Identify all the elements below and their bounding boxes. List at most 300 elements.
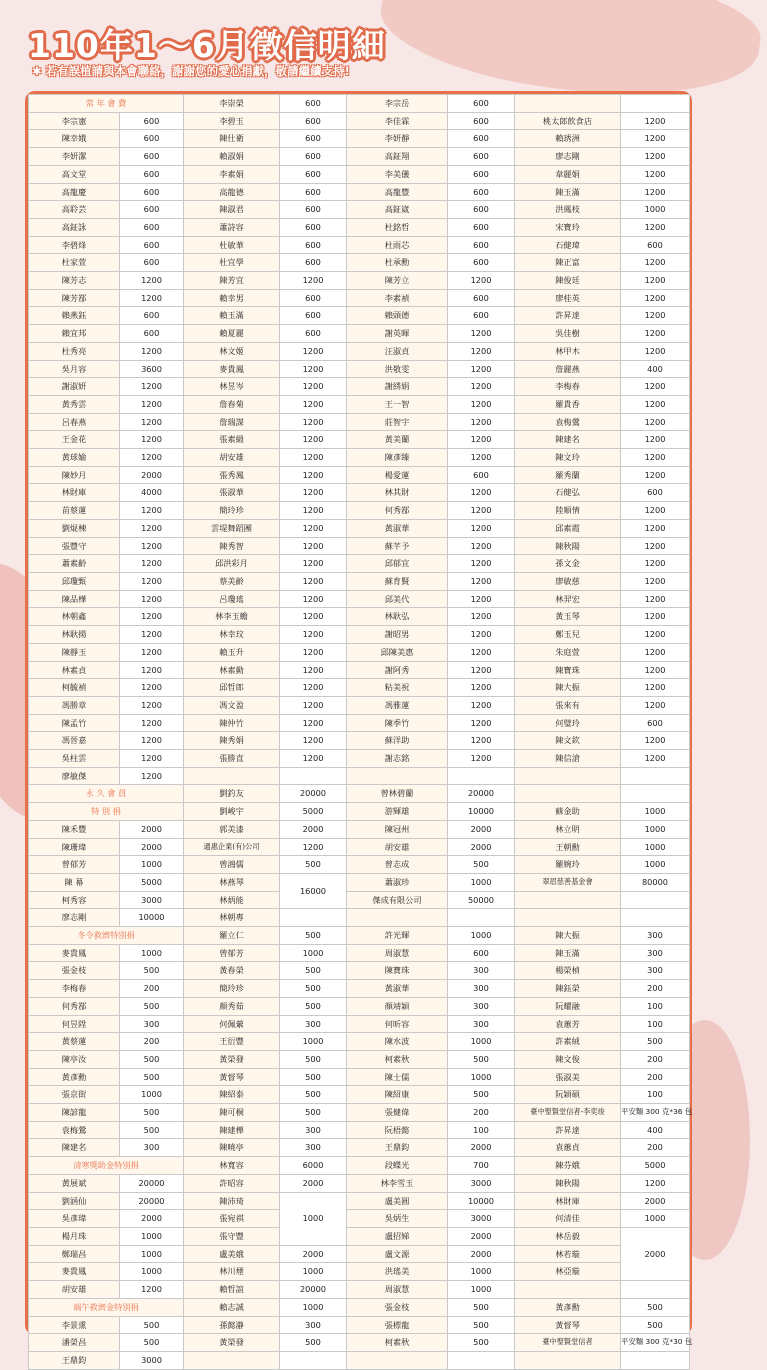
donation-amount: 3600	[120, 360, 184, 378]
donation-amount: 1200	[621, 254, 690, 272]
donation-amount: 1200	[621, 750, 690, 768]
donation-amount: 1200	[120, 643, 184, 661]
donor-name: 何璧玲	[515, 714, 621, 732]
donor-name	[515, 767, 621, 785]
donation-amount: 1200	[280, 714, 347, 732]
donor-name: 陳大振	[515, 679, 621, 697]
donor-name: 陳文欽	[515, 732, 621, 750]
donor-name: 曾林碧蘭	[347, 785, 448, 803]
donor-name: 邱哲郎	[184, 679, 280, 697]
donor-name: 羅貴香	[515, 395, 621, 413]
donation-amount: 600	[448, 466, 515, 484]
donor-name: 簡玲珍	[184, 502, 280, 520]
donation-amount: 1000	[120, 1086, 184, 1104]
donation-amount: 1000	[120, 1263, 184, 1281]
donor-name: 陳芳宜	[184, 272, 280, 290]
donation-amount: 50000	[448, 891, 515, 909]
donation-amount: 1200	[621, 661, 690, 679]
donor-name: 高聆芸	[29, 201, 120, 219]
donation-amount: 600	[120, 201, 184, 219]
donation-amount: 1000	[448, 1068, 515, 1086]
donor-name: 李妍潔	[29, 148, 120, 166]
table-row	[29, 236, 690, 254]
donation-amount: 1200	[120, 590, 184, 608]
table-row	[29, 431, 690, 449]
donor-name: 陳芳立	[347, 272, 448, 290]
donation-amount: 1000	[120, 944, 184, 962]
donation-amount: 1200	[120, 449, 184, 467]
donor-name: 陳秋陽	[515, 1174, 621, 1192]
donor-name: 吳月容	[29, 360, 120, 378]
donation-amount: 100	[621, 1015, 690, 1033]
table-row	[29, 732, 690, 750]
donor-name: 段蝶光	[347, 1157, 448, 1175]
donor-name: 吳炳生	[347, 1210, 448, 1228]
donor-name: 賴夏麗	[184, 325, 280, 343]
donation-amount: 300	[280, 1316, 347, 1334]
donation-amount: 500	[120, 1104, 184, 1122]
donor-name: 陳淑君	[184, 201, 280, 219]
donor-name: 林羿宏	[515, 590, 621, 608]
donation-amount	[280, 767, 347, 785]
donor-name: 何秀鄀	[347, 502, 448, 520]
donation-amount: 1000	[120, 856, 184, 874]
donation-amount: 300	[448, 962, 515, 980]
section-header: 永 久 會 員	[29, 785, 184, 803]
table-row	[29, 449, 690, 467]
donation-amount: 1200	[621, 449, 690, 467]
donation-amount: 2000	[621, 1192, 690, 1210]
donation-amount: 2000	[280, 820, 347, 838]
donation-amount: 1000	[621, 856, 690, 874]
donation-amount: 600	[120, 325, 184, 343]
donor-name: 陳禾豐	[29, 820, 120, 838]
donation-amount: 1200	[280, 272, 347, 290]
donor-name: 朱庭萱	[515, 643, 621, 661]
donor-name	[515, 891, 621, 909]
table-row	[29, 750, 690, 768]
donation-amount: 500	[280, 1334, 347, 1352]
donation-amount: 1200	[621, 272, 690, 290]
table-row	[29, 714, 690, 732]
donor-name: 蘇芊予	[347, 537, 448, 555]
table-row	[29, 1174, 690, 1192]
donation-amount: 600	[280, 254, 347, 272]
donor-name: 臺中聖賢堂信者-李奕竣	[515, 1104, 621, 1122]
donor-name: 高龍豐	[347, 183, 448, 201]
donor-name: 王鼎鈞	[347, 1139, 448, 1157]
table-row	[29, 537, 690, 555]
donor-name: 陳文俊	[515, 1050, 621, 1068]
donor-name: 杜宜學	[184, 254, 280, 272]
table-row	[29, 785, 690, 803]
donor-name: 賴琇洲	[515, 130, 621, 148]
donor-name: 邱素霞	[515, 519, 621, 537]
donor-name: 林燕琴	[184, 873, 280, 891]
donation-amount: 1200	[120, 626, 184, 644]
table-row	[29, 307, 690, 325]
donor-name: 胡安雄	[184, 449, 280, 467]
donor-name: 邱瓊甄	[29, 572, 120, 590]
donor-name: 陳建樺	[184, 1121, 280, 1139]
donor-name: 呂瓊瑤	[184, 590, 280, 608]
donation-amount: 3000	[448, 1210, 515, 1228]
donation-amount: 1200	[448, 608, 515, 626]
donor-name: 阮穎碩	[515, 1086, 621, 1104]
table-row	[29, 997, 690, 1015]
donor-name: 粘美祝	[347, 679, 448, 697]
table-row	[29, 980, 690, 998]
table-row	[29, 289, 690, 307]
table-row	[29, 342, 690, 360]
donation-amount: 600	[448, 130, 515, 148]
donor-name: 陳秀智	[184, 537, 280, 555]
table-row	[29, 962, 690, 980]
donor-name	[515, 909, 621, 927]
donor-name: 張守豐	[184, 1228, 280, 1246]
donation-amount: 600	[280, 289, 347, 307]
donation-amount: 1000	[621, 201, 690, 219]
donation-amount: 80000	[621, 873, 690, 891]
donation-amount: 1200	[621, 679, 690, 697]
donor-name: 馮晉嘉	[29, 732, 120, 750]
donor-name: 陳芬娥	[515, 1157, 621, 1175]
donation-amount: 1200	[448, 572, 515, 590]
table-row	[29, 201, 690, 219]
section-header: 冬令救濟特別捐	[29, 927, 184, 945]
donation-amount: 1200	[280, 431, 347, 449]
donor-name: 高鉦詠	[29, 218, 120, 236]
donor-name: 李宗岳	[347, 95, 448, 113]
donor-name: 賴燕鈺	[29, 307, 120, 325]
donation-amount: 1200	[621, 643, 690, 661]
donor-name: 陳寶珠	[347, 962, 448, 980]
donation-amount: 1200	[120, 378, 184, 396]
donation-amount: 100	[621, 1086, 690, 1104]
donation-amount: 1200	[621, 148, 690, 166]
donation-amount: 300	[120, 1139, 184, 1157]
donor-name: 石健瑋	[515, 236, 621, 254]
donation-amount: 3000	[448, 1174, 515, 1192]
table-row	[29, 679, 690, 697]
donation-amount: 1200	[120, 679, 184, 697]
donor-name: 林耿弘	[347, 608, 448, 626]
table-row	[29, 608, 690, 626]
donation-amount: 500	[280, 1104, 347, 1122]
donor-name: 黃彥勳	[29, 1068, 120, 1086]
table-row	[29, 325, 690, 343]
donation-amount	[621, 1351, 690, 1369]
donor-name: 陳靜玉	[29, 643, 120, 661]
donation-amount: 500	[621, 1316, 690, 1334]
donation-amount: 平安麵 300 克*36 包	[621, 1104, 690, 1122]
table-row	[29, 572, 690, 590]
donor-name: 林朝鑫	[29, 608, 120, 626]
donation-amount: 1200	[280, 537, 347, 555]
donor-name: 黃督琴	[184, 1068, 280, 1086]
donation-amount: 1200	[621, 183, 690, 201]
donor-name: 許光輝	[347, 927, 448, 945]
donor-name: 楊榮楨	[515, 962, 621, 980]
donation-amount: 500	[120, 962, 184, 980]
donation-amount: 300	[448, 1015, 515, 1033]
donor-name: 邱郁宜	[347, 555, 448, 573]
donor-name: 馮雅蓮	[347, 696, 448, 714]
donor-name: 王一智	[347, 395, 448, 413]
table-row	[29, 148, 690, 166]
donor-name: 張勝直	[184, 750, 280, 768]
donor-name: 陳幸娥	[29, 130, 120, 148]
donation-amount: 200	[120, 1033, 184, 1051]
donor-name: 阮梧懿	[347, 1121, 448, 1139]
donor-name: 邱洪彩月	[184, 555, 280, 573]
donation-amount: 1200	[621, 307, 690, 325]
donor-name	[347, 767, 448, 785]
table-row	[29, 1334, 690, 1352]
donor-name: 張素緞	[184, 431, 280, 449]
donor-name: 簡玲珍	[184, 980, 280, 998]
donor-name: 何昱陞	[29, 1015, 120, 1033]
donor-name: 林若璇	[515, 1245, 621, 1263]
donor-name: 石健弘	[515, 484, 621, 502]
donor-name: 宋寶玲	[515, 218, 621, 236]
donation-amount: 1200	[621, 378, 690, 396]
donation-amount: 1200	[280, 750, 347, 768]
donor-name: 林其財	[347, 484, 448, 502]
donation-amount: 1000	[621, 1210, 690, 1228]
donor-name: 洪敬雯	[347, 360, 448, 378]
table-row	[29, 626, 690, 644]
donor-name: 柯毓禎	[29, 679, 120, 697]
donation-amount: 1200	[280, 643, 347, 661]
donor-name: 林岳毅	[515, 1228, 621, 1246]
donation-amount: 500	[120, 1334, 184, 1352]
donor-name: 賴志誠	[184, 1298, 280, 1316]
donation-amount: 600	[621, 484, 690, 502]
donor-name: 謝英暉	[347, 325, 448, 343]
donation-amount: 1200	[448, 537, 515, 555]
donor-name: 盧文源	[347, 1245, 448, 1263]
donor-name	[515, 95, 621, 113]
donation-amount: 500	[120, 1121, 184, 1139]
table-row	[29, 502, 690, 520]
donation-amount: 1200	[621, 342, 690, 360]
donor-name: 王金花	[29, 431, 120, 449]
donor-name: 張金枝	[29, 962, 120, 980]
donor-name: 盧招娣	[347, 1228, 448, 1246]
donor-name: 詹麗燕	[515, 360, 621, 378]
donation-amount: 1200	[448, 643, 515, 661]
donor-name: 蕭素齡	[29, 555, 120, 573]
donation-amount: 1200	[621, 608, 690, 626]
donation-amount: 600	[448, 201, 515, 219]
table-row	[29, 272, 690, 290]
donor-name: 劉峻宇	[184, 803, 280, 821]
table-row	[29, 1281, 690, 1299]
donation-amount: 500	[280, 1050, 347, 1068]
donation-amount: 2000	[448, 838, 515, 856]
donation-amount: 600	[120, 148, 184, 166]
donation-amount	[280, 1351, 347, 1369]
donor-name: 麥貴鳳	[29, 1263, 120, 1281]
donation-amount: 600	[621, 236, 690, 254]
donor-name: 何秀鄀	[29, 997, 120, 1015]
donor-name: 李佳霖	[347, 112, 448, 130]
donation-amount: 1200	[448, 360, 515, 378]
donor-name: 林幸玟	[184, 626, 280, 644]
donation-amount: 1200	[621, 732, 690, 750]
donation-amount: 5000	[120, 873, 184, 891]
donation-amount: 500	[448, 856, 515, 874]
donation-amount: 1200	[280, 466, 347, 484]
donation-amount: 5000	[621, 1157, 690, 1175]
table-row	[29, 1157, 690, 1175]
donation-amount: 1000	[448, 1281, 515, 1299]
donation-amount: 1000	[448, 1033, 515, 1051]
donor-name: 馮文盈	[184, 696, 280, 714]
donor-name: 胡安雄	[29, 1281, 120, 1299]
donor-name: 杜秀亮	[29, 342, 120, 360]
donor-name: 曾志成	[347, 856, 448, 874]
donor-name: 賴玉滿	[184, 307, 280, 325]
donation-amount: 1200	[621, 165, 690, 183]
donation-amount: 500	[280, 962, 347, 980]
donation-amount: 600	[120, 130, 184, 148]
donor-name: 傑成有限公司	[347, 891, 448, 909]
donation-amount: 600	[448, 236, 515, 254]
table-row	[29, 643, 690, 661]
donation-amount: 500	[280, 1068, 347, 1086]
donation-amount: 600	[448, 254, 515, 272]
donor-name: 林川煙	[184, 1263, 280, 1281]
donor-name: 杜敏華	[184, 236, 280, 254]
donor-name: 邱陳美惠	[347, 643, 448, 661]
table-row	[29, 767, 690, 785]
donation-amount: 300	[280, 1121, 347, 1139]
donor-name: 李宗憲	[29, 112, 120, 130]
donation-amount: 600	[448, 944, 515, 962]
donor-name: 陳亭汝	[29, 1050, 120, 1068]
donor-name: 陳彥臻	[347, 449, 448, 467]
donation-amount: 1200	[621, 325, 690, 343]
donation-amount: 600	[120, 218, 184, 236]
donation-amount: 6000	[280, 1157, 347, 1175]
donation-amount: 500	[280, 980, 347, 998]
donation-amount: 600	[448, 218, 515, 236]
donation-amount: 2000	[448, 1245, 515, 1263]
donor-name: 黃督琴	[515, 1316, 621, 1334]
donor-name: 曾郁芳	[29, 856, 120, 874]
donor-name: 黃榮發	[184, 1334, 280, 1352]
donor-name: 李崇榮	[184, 95, 280, 113]
donation-amount: 20000	[120, 1192, 184, 1210]
donor-name: 周淑慧	[347, 944, 448, 962]
donation-amount: 2000	[120, 466, 184, 484]
donation-amount: 1200	[448, 732, 515, 750]
donation-amount: 1200	[621, 537, 690, 555]
donation-amount: 1200	[280, 626, 347, 644]
donation-amount: 600	[280, 236, 347, 254]
donation-amount: 1200	[120, 555, 184, 573]
donor-name: 黃榮發	[184, 1050, 280, 1068]
donation-amount: 1200	[621, 555, 690, 573]
donation-amount: 1200	[280, 661, 347, 679]
table-row	[29, 661, 690, 679]
donor-name: 林耿揚	[29, 626, 120, 644]
donation-amount	[280, 909, 347, 927]
donation-amount: 1200	[280, 413, 347, 431]
table-row	[29, 1351, 690, 1369]
donation-amount: 10000	[120, 909, 184, 927]
donation-amount: 1200	[120, 714, 184, 732]
donor-name: 陳正富	[515, 254, 621, 272]
donor-name: 桃太郎飲食店	[515, 112, 621, 130]
donation-amount: 300	[448, 980, 515, 998]
donor-name: 潘榮昌	[29, 1334, 120, 1352]
donation-amount: 20000	[280, 1281, 347, 1299]
donor-name: 賴玉升	[184, 643, 280, 661]
donor-name: 廖桂英	[515, 289, 621, 307]
donation-amount	[621, 891, 690, 909]
donor-name: 王鼎鈞	[29, 1351, 120, 1369]
donation-amount: 2000	[120, 1210, 184, 1228]
table-row	[29, 378, 690, 396]
donation-amount: 1200	[448, 431, 515, 449]
donor-name: 李碧玉	[184, 112, 280, 130]
donation-amount: 1200	[448, 325, 515, 343]
table-row	[29, 1245, 690, 1263]
donation-amount: 1200	[448, 714, 515, 732]
donor-name: 謝淑妍	[29, 378, 120, 396]
donation-amount: 2000	[448, 1139, 515, 1157]
donor-name: 黃球媮	[29, 449, 120, 467]
donation-amount: 1200	[280, 838, 347, 856]
donation-amount: 1200	[280, 378, 347, 396]
donation-amount: 600	[280, 165, 347, 183]
donation-amount: 1200	[120, 342, 184, 360]
donation-amount	[621, 785, 690, 803]
donor-name: 林文姬	[184, 342, 280, 360]
donation-amount: 1200	[448, 272, 515, 290]
donor-name: 陳玉滿	[515, 944, 621, 962]
donation-amount: 500	[280, 927, 347, 945]
donor-name: 陳寶珠	[515, 661, 621, 679]
donor-name: 張宛祺	[184, 1210, 280, 1228]
donor-name: 張健偉	[347, 1104, 448, 1122]
donation-amount: 1200	[448, 626, 515, 644]
donation-amount: 1200	[448, 750, 515, 768]
donation-table-frame	[25, 91, 693, 1365]
donor-name: 阮耀融	[515, 997, 621, 1015]
table-row	[29, 254, 690, 272]
donation-amount: 600	[448, 289, 515, 307]
donor-name: 盧美娥	[184, 1245, 280, 1263]
donor-name: 張淑華	[184, 484, 280, 502]
donor-name: 陳仕衛	[184, 130, 280, 148]
donation-amount: 1200	[120, 1281, 184, 1299]
donor-name: 高鉦崴	[347, 201, 448, 219]
donation-amount: 3000	[120, 1351, 184, 1369]
donation-amount: 1200	[120, 395, 184, 413]
table-row	[29, 909, 690, 927]
donor-name: 麥貴鳳	[29, 944, 120, 962]
donation-amount: 600	[448, 307, 515, 325]
donor-name: 馮勝章	[29, 696, 120, 714]
donor-name: 張來有	[515, 696, 621, 714]
donation-table	[28, 94, 693, 1370]
donor-name: 汪淑貞	[347, 342, 448, 360]
donation-amount: 1000	[120, 1245, 184, 1263]
